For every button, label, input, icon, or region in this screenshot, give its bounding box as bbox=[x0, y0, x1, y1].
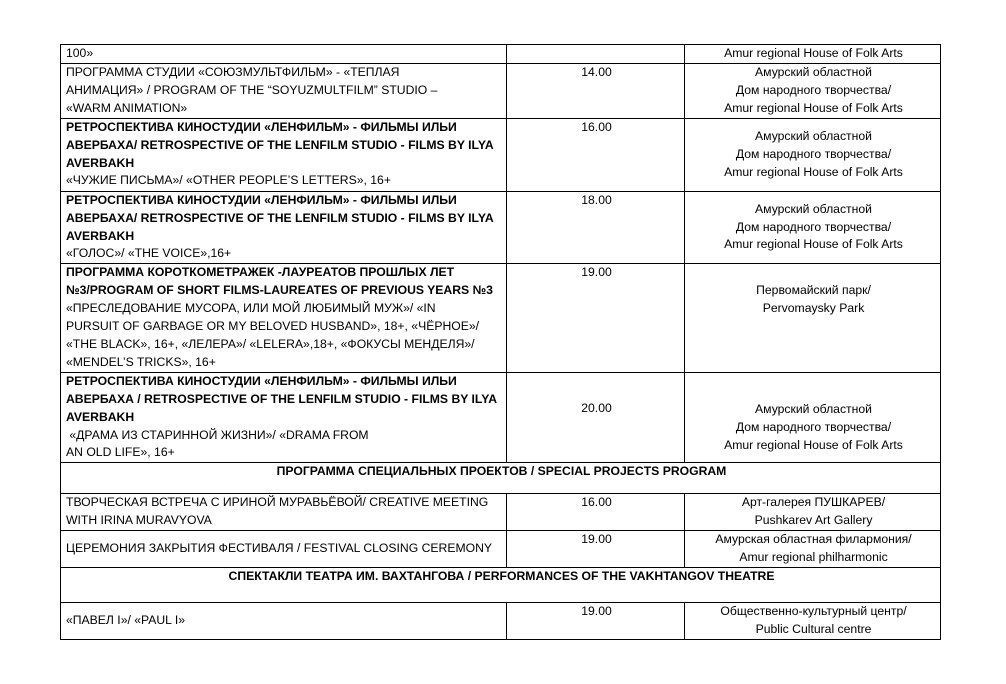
event-title-line: АВЕРБАХА/ RETROSPECTIVE OF THE LENFILM STUDIO - FILMS BY ILYA bbox=[66, 137, 494, 152]
event-time-cell: 16.00 bbox=[507, 118, 685, 191]
event-title-cell bbox=[61, 118, 507, 191]
event-place-line: Дом народного творчества/ bbox=[735, 419, 892, 434]
event-film-line: AN OLD LIFE», 16+ bbox=[66, 445, 175, 460]
event-title-line: AVERBAKH bbox=[66, 155, 135, 170]
event-film-line: «ЧУЖИЕ ПИСЬМА»/ «OTHER PEOPLE’S LETTERS», 16+ bbox=[66, 173, 391, 188]
event-time-cell: 14.00 bbox=[507, 64, 685, 119]
event-place-cell bbox=[685, 45, 941, 64]
event-title-line: «WARM ANIMATION» bbox=[66, 100, 188, 115]
event-place-line: Амурский областной bbox=[755, 128, 872, 143]
section-header-row bbox=[61, 567, 941, 602]
event-place-line: Дом народного творчества/ bbox=[735, 82, 892, 97]
event-place-line: Дом народного творчества/ bbox=[735, 146, 892, 161]
event-title-cell bbox=[61, 64, 507, 119]
event-place-cell bbox=[685, 372, 941, 463]
event-place-cell bbox=[685, 64, 941, 119]
event-place-line: Первомайский парк/ bbox=[756, 283, 871, 298]
table-row bbox=[61, 602, 941, 639]
event-film-line: «THE BLACK», 16+, «ЛЕЛЕРА»/ «LELERA»,18+, «ФОКУСЫ МЕНДЕЛЯ»/ bbox=[66, 336, 475, 351]
event-place-line: Амурская областная филармония/ bbox=[715, 532, 912, 547]
event-place-line: Дом народного творчества/ bbox=[735, 219, 892, 234]
event-place-line: Public Cultural centre bbox=[755, 621, 872, 636]
table-row bbox=[61, 64, 941, 119]
table-row bbox=[61, 264, 941, 372]
event-film-line: «MENDEL’S TRICKS», 16+ bbox=[66, 354, 216, 369]
table-row bbox=[61, 494, 941, 531]
event-title-cell bbox=[61, 531, 507, 568]
event-title-line: РЕТРОСПЕКТИВА КИНОСТУДИИ «ЛЕНФИЛЬМ» - ФИЛЬМЫ ИЛЬИ bbox=[66, 373, 457, 388]
table-row bbox=[61, 531, 941, 568]
event-place-line: Amur regional House of Folk Arts bbox=[724, 100, 903, 115]
event-place-line: Амурский областной bbox=[755, 65, 872, 79]
event-place-line: Amur regional House of Folk Arts bbox=[724, 164, 903, 179]
event-title-line: AVERBAKH bbox=[66, 228, 135, 243]
table-row bbox=[61, 118, 941, 191]
event-title-line: АВЕРБАХА / RETROSPECTIVE OF THE LENFILM STUDIO - FILMS BY ILYA bbox=[66, 391, 498, 406]
event-title-line: АВЕРБАХА/ RETROSPECTIVE OF THE LENFILM STUDIO - FILMS BY ILYA bbox=[66, 210, 494, 225]
event-time-cell: 19.00 bbox=[507, 531, 685, 568]
event-place-cell bbox=[685, 531, 941, 568]
event-title-line: ПРОГРАММА СТУДИИ «СОЮЗМУЛЬТФИЛЬМ» - «ТЕПЛАЯ bbox=[66, 65, 400, 79]
event-title-line: РЕТРОСПЕКТИВА КИНОСТУДИИ «ЛЕНФИЛЬМ» - ФИЛЬМЫ ИЛЬИ bbox=[66, 119, 457, 134]
event-title-line: АНИМАЦИЯ» / PROGRAM OF THE “SOYUZMULTFILM” STUDIO – bbox=[66, 82, 438, 97]
event-film-line: «ГОЛОС»/ «THE VOICE»,16+ bbox=[66, 246, 232, 261]
event-title-cell bbox=[61, 602, 507, 639]
event-place-cell bbox=[685, 494, 941, 531]
event-place-cell bbox=[685, 118, 941, 191]
event-place-line: Амурский областной bbox=[755, 201, 872, 216]
event-time-cell: 19.00 bbox=[507, 602, 685, 639]
event-place-line: Pervomaysky Park bbox=[762, 301, 865, 316]
section-header-row bbox=[61, 463, 941, 494]
event-place-line: Amur regional philharmonic bbox=[739, 550, 888, 565]
event-film-line: «ДРАМА ИЗ СТАРИННОЙ ЖИЗНИ»/ «DRAMA FROM bbox=[66, 427, 369, 442]
table-row bbox=[61, 45, 941, 64]
event-place-cell bbox=[685, 602, 941, 639]
event-place-line: Amur regional House of Folk Arts bbox=[724, 46, 903, 61]
event-place-line: Amur regional House of Folk Arts bbox=[724, 437, 903, 452]
event-title-line: AVERBAKH bbox=[66, 409, 135, 424]
event-film-line: «ПРЕСЛЕДОВАНИЕ МУСОРА, ИЛИ МОЙ ЛЮБИМЫЙ МУЖ»/ «IN bbox=[66, 301, 436, 316]
event-place-line: Амурский областной bbox=[755, 401, 872, 416]
event-place-line: Арт-галерея ПУШКАРЕВ/ bbox=[741, 495, 886, 510]
event-title-line: WITH IRINA MURAVYOVA bbox=[66, 513, 212, 528]
event-place-line: Amur regional House of Folk Arts bbox=[724, 237, 903, 252]
event-place-line: Pushkarev Art Gallery bbox=[754, 513, 873, 528]
event-title-cell bbox=[61, 191, 507, 264]
event-place-cell bbox=[685, 191, 941, 264]
event-title-cell bbox=[61, 494, 507, 531]
event-title-line: №3/PROGRAM OF SHORT FILMS-LAUREATES OF PREVIOUS YEARS №3 bbox=[66, 283, 493, 298]
event-title-line: «ПАВЕЛ I»/ «PAUL I» bbox=[66, 612, 186, 627]
schedule-table bbox=[60, 44, 941, 640]
section-header: СПЕКТАКЛИ ТЕАТРА ИМ. ВАХТАНГОВА / PERFORMANCES OF THE VAKHTANGOV THEATRE bbox=[61, 567, 941, 602]
event-film-line: PURSUIT OF GARBAGE OR MY BELOVED HUSBAND», 18+, «ЧЁРНОЕ»/ bbox=[66, 319, 480, 334]
event-title-line: 100» bbox=[66, 46, 94, 61]
event-time-cell: 20.00 bbox=[507, 372, 685, 463]
event-title-line: ЦЕРЕМОНИЯ ЗАКРЫТИЯ ФЕСТИВАЛЯ / FESTIVAL CLOSING CEREMONY bbox=[66, 541, 493, 556]
event-title-line: ПРОГРАММА КОРОТКОМЕТРАЖЕК -ЛАУРЕАТОВ ПРОШЛЫХ ЛЕТ bbox=[66, 265, 455, 280]
event-title-cell bbox=[61, 372, 507, 463]
event-time-cell: 18.00 bbox=[507, 191, 685, 264]
event-time-cell: 16.00 bbox=[507, 494, 685, 531]
table-row bbox=[61, 191, 941, 264]
event-title-line: РЕТРОСПЕКТИВА КИНОСТУДИИ «ЛЕНФИЛЬМ» - ФИЛЬМЫ ИЛЬИ bbox=[66, 192, 457, 207]
event-time-cell: 19.00 bbox=[507, 264, 685, 372]
event-place-line: Общественно-культурный центр/ bbox=[720, 603, 907, 618]
event-title-cell bbox=[61, 264, 507, 372]
event-title-line: ТВОРЧЕСКАЯ ВСТРЕЧА С ИРИНОЙ МУРАВЬЁВОЙ/ CREATIVE MEETING bbox=[66, 495, 489, 510]
event-time-cell bbox=[507, 45, 685, 64]
event-title-cell bbox=[61, 45, 507, 64]
table-row bbox=[61, 372, 941, 463]
event-place-cell bbox=[685, 264, 941, 372]
schedule-body bbox=[61, 45, 941, 640]
section-header: ПРОГРАММА СПЕЦИАЛЬНЫХ ПРОЕКТОВ / SPECIAL PROJECTS PROGRAM bbox=[61, 463, 941, 494]
